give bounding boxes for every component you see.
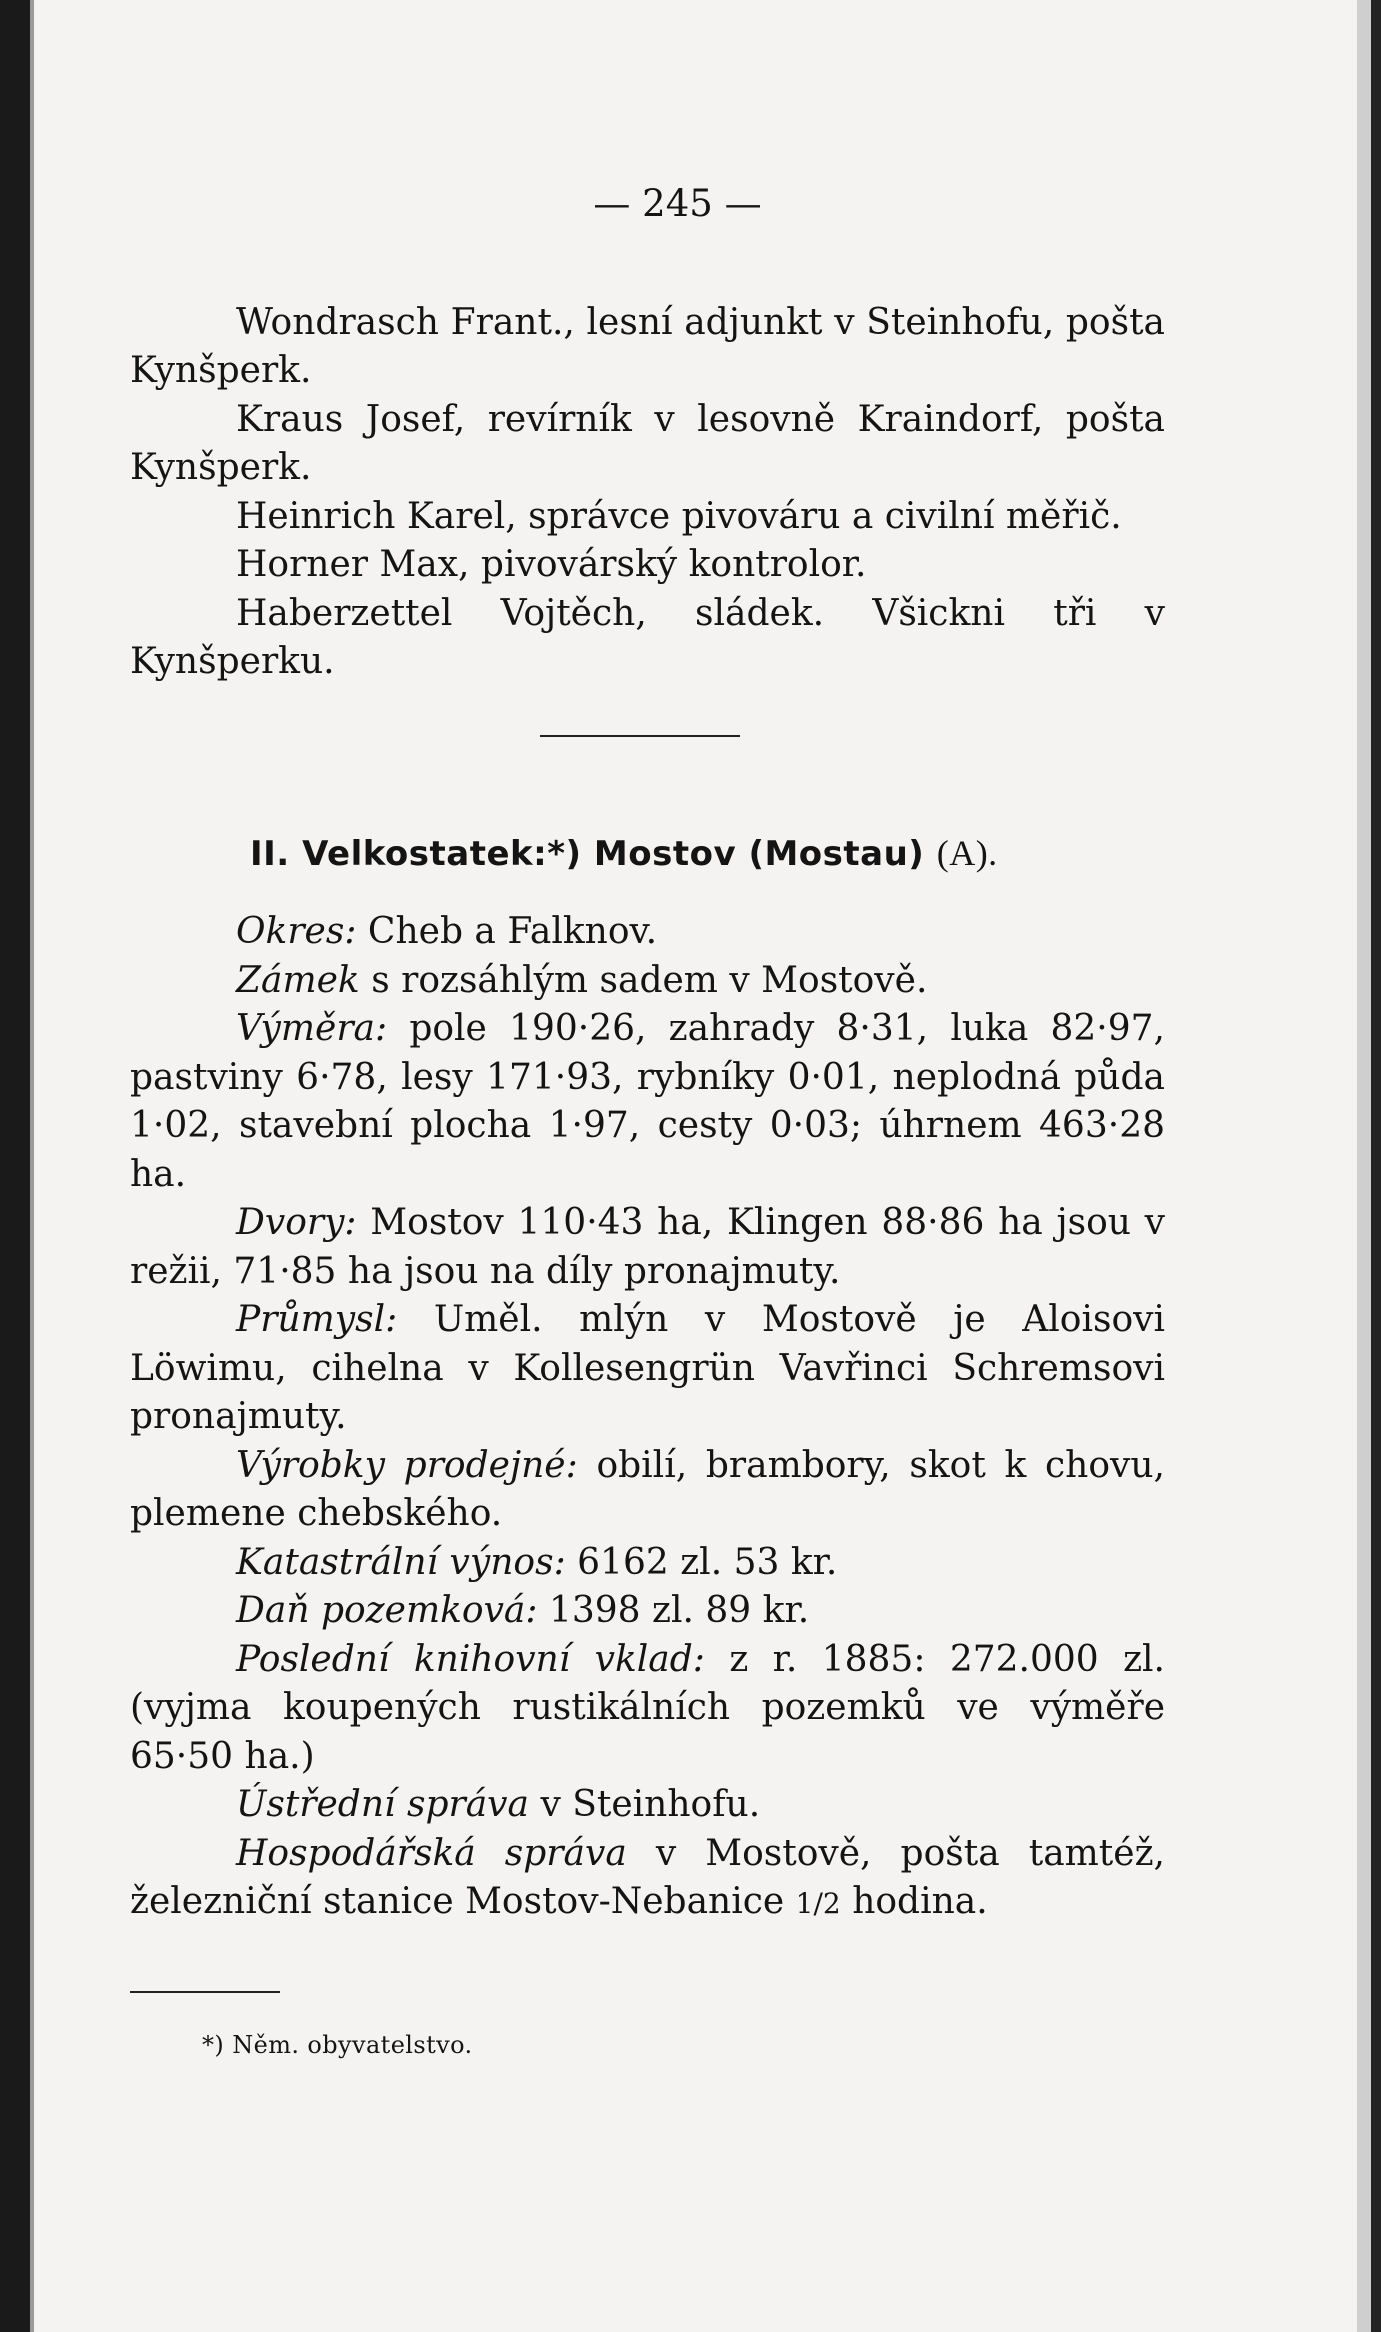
field-label: Okres: xyxy=(236,911,357,952)
field-text: v Steinhofu. xyxy=(540,1784,761,1825)
field-text: z r. 1885: 272.000 zl. (vyjma koupených rustikálních pozemků ve výměře 65·50 ha.) xyxy=(130,1638,1165,1777)
entry-wondrasch: Wondrasch Frant., lesní adjunkt v Steinhofu, pošta Kynšperk. xyxy=(130,301,1165,391)
field-okres xyxy=(130,908,1165,957)
field-text: v Mostově, pošta tamtéž, železniční stanice Mostov-Nebanice xyxy=(130,1832,1165,1922)
scan-edge-left-line xyxy=(30,0,34,2332)
field-text: pole 190·26, zahrady 8·31, luka 82·97, pastviny 6·78, lesy 171·93, rybníky 0·01, neplodná půda 1·02, stavební plocha 1·97, cesty 0·03; úhrnem 463·28 ha. xyxy=(130,1008,1165,1195)
footnote-rule xyxy=(130,1991,280,1993)
field-vyrobky xyxy=(130,1442,1165,1539)
field-text: 6162 zl. 53 kr. xyxy=(577,1541,838,1583)
field-text: 1398 zl. 89 kr. xyxy=(548,1590,810,1631)
fraction-half: 1/2 xyxy=(795,1887,841,1920)
field-label: Ústřední správa xyxy=(236,1784,529,1825)
field-label: Poslední knihovní vklad: xyxy=(236,1638,705,1680)
field-katastralni-vynos xyxy=(130,1539,1165,1588)
field-label: Zámek xyxy=(236,959,360,1001)
scan-edge-left xyxy=(0,0,30,2332)
entry-haberzettel: Haberzettel Vojtěch, sládek. Všickni tři v Kynšperku. xyxy=(130,592,1165,682)
field-text: Cheb a Falknov. xyxy=(367,911,658,952)
field-dan-pozemkova xyxy=(130,1587,1165,1636)
book-page xyxy=(130,180,1165,2069)
field-text: obilí, brambory, skot k chovu, plemene chebského. xyxy=(130,1444,1165,1534)
field-label: Hospodářská správa xyxy=(236,1832,627,1874)
field-ustredni-sprava xyxy=(130,1781,1165,1830)
footnote: *) Něm. obyvatelstvo. xyxy=(202,2030,473,2059)
field-vymera xyxy=(130,1005,1165,1199)
scan-edge-right xyxy=(1371,0,1381,2332)
field-text: Uměl. mlýn v Mostově je Aloisovi Löwimu, cihelna v Kollesengrün Vavřinci Schremsovi pronajmuty. xyxy=(130,1299,1165,1437)
field-dvory xyxy=(130,1199,1165,1296)
field-label: Výrobky prodejné: xyxy=(236,1444,578,1486)
field-label: Výměra: xyxy=(236,1008,388,1049)
entry-heinrich: Heinrich Karel, správce pivováru a civilní měřič. xyxy=(236,495,1122,537)
section-title: Velkostatek:*) Mostov (Mostau) xyxy=(302,833,925,874)
field-hospodarska-sprava xyxy=(130,1830,1165,1929)
field-text: s rozsáhlým sadem v Mostově. xyxy=(371,959,928,1001)
field-prumysl xyxy=(130,1296,1165,1442)
page-number: — 245 — xyxy=(593,182,762,225)
field-label: Dvory: xyxy=(236,1202,357,1243)
field-text: Mostov 110·43 ha, Klingen 88·86 ha jsou v režii, 71·85 ha jsou na díly pronajmuty. xyxy=(130,1202,1165,1292)
section-suffix: (A). xyxy=(936,832,998,873)
field-label: Průmysl: xyxy=(236,1299,398,1340)
section-heading xyxy=(130,829,1165,879)
field-zamek xyxy=(130,957,1165,1006)
field-label: Katastrální výnos: xyxy=(236,1541,566,1583)
entry-horner: Horner Max, pivovárský kontrolor. xyxy=(236,544,867,585)
field-knihovni-vklad xyxy=(130,1636,1165,1782)
entry-kraus: Kraus Josef, revírník v lesovně Kraindorf, pošta Kynšperk. xyxy=(130,398,1165,488)
scan-edge-right-light xyxy=(1357,0,1371,2332)
field-label: Daň pozemková: xyxy=(236,1590,538,1631)
section-divider xyxy=(540,735,740,737)
section-number: II. xyxy=(250,833,290,874)
field-text-after: hodina. xyxy=(852,1881,988,1922)
